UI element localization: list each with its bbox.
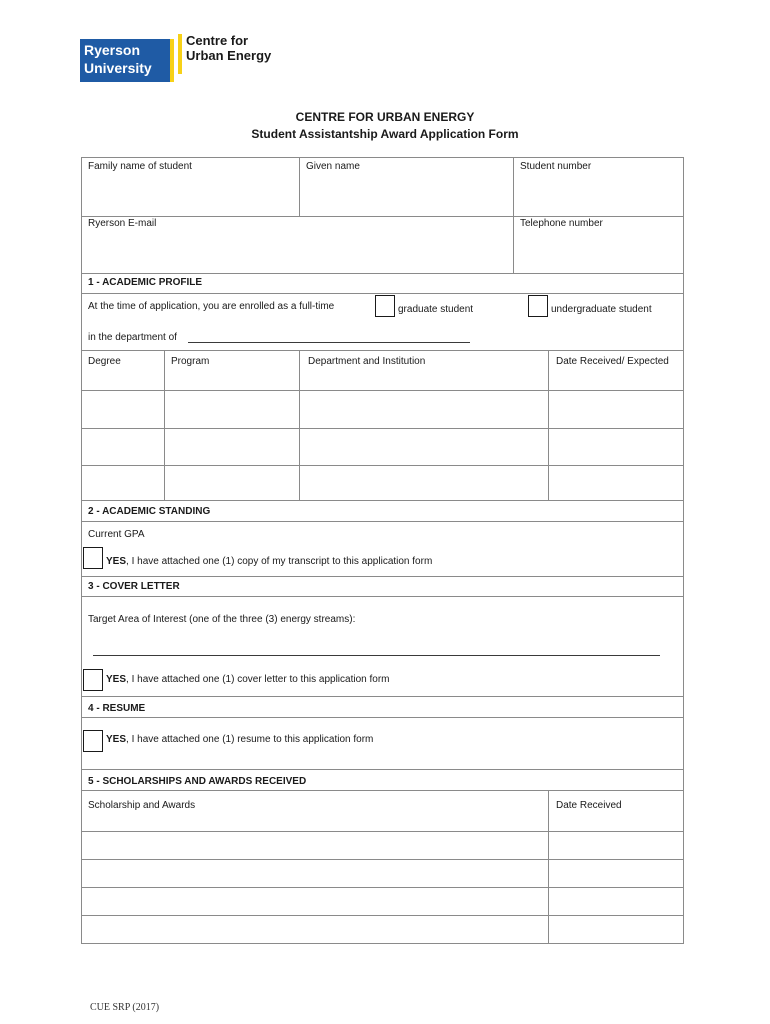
academic-profile-header: 1 - ACADEMIC PROFILE [88, 277, 203, 288]
academic-row-1-department[interactable] [300, 391, 548, 428]
logo-line-university: University [84, 60, 152, 76]
scholarship-row-3-date[interactable] [549, 888, 683, 915]
transcript-yes: YES [106, 556, 127, 567]
department-label: in the department of [88, 332, 177, 343]
col-department-institution: Department and Institution [308, 356, 426, 367]
resume-header: 4 - RESUME [88, 703, 146, 714]
gpa-field[interactable] [150, 525, 350, 543]
transcript-statement [106, 556, 432, 567]
academic-row-2-date[interactable] [549, 429, 683, 465]
centre-logo-line1: Centre for [186, 33, 249, 48]
col-date-received: Date Received/ Expected [556, 356, 669, 367]
cover-letter-text: , I have attached one (1) cover letter to this application form [126, 674, 390, 685]
centre-logo-line2: Urban Energy [186, 48, 272, 63]
scholarship-row-2-award[interactable] [82, 860, 548, 887]
footer-code: CUE SRP (2017) [90, 1002, 160, 1013]
academic-row-1-degree[interactable] [82, 391, 164, 428]
family-name-label: Family name of student [88, 161, 192, 172]
cover-letter-yes: YES [106, 674, 127, 685]
cover-letter-statement [106, 674, 390, 685]
resume-yes: YES [106, 734, 127, 745]
col-degree: Degree [88, 356, 121, 367]
student-number-field[interactable] [514, 175, 682, 215]
email-label: Ryerson E-mail [88, 218, 157, 229]
resume-statement [106, 734, 373, 745]
gpa-label: Current GPA [88, 529, 145, 540]
page-subtitle: Student Assistantship Award Application Form [251, 127, 519, 141]
academic-row-3-department[interactable] [300, 466, 548, 500]
graduate-checkbox[interactable] [375, 295, 395, 317]
department-blank[interactable] [188, 342, 470, 343]
academic-standing-header: 2 - ACADEMIC STANDING [88, 506, 211, 517]
scholarship-row-2-date[interactable] [549, 860, 683, 887]
cover-letter-checkbox[interactable] [83, 669, 103, 691]
academic-row-3-date[interactable] [549, 466, 683, 500]
scholarship-row-3-award[interactable] [82, 888, 548, 915]
academic-row-1-program[interactable] [165, 391, 299, 428]
cover-letter-header: 3 - COVER LETTER [88, 581, 180, 592]
resume-text: , I have attached one (1) resume to this application form [126, 734, 374, 745]
centre-bar [178, 34, 182, 74]
scholarship-row-1-award[interactable] [82, 832, 548, 859]
col-program: Program [171, 356, 210, 367]
target-area-label: Target Area of Interest (one of the three (3) energy streams): [88, 614, 356, 625]
telephone-label: Telephone number [520, 218, 603, 229]
logo-line-ryerson: Ryerson [84, 42, 141, 58]
transcript-checkbox[interactable] [83, 547, 103, 569]
col-scholarship-date: Date Received [556, 800, 622, 811]
academic-row-3-degree[interactable] [82, 466, 164, 500]
enrolled-text: At the time of application, you are enrolled as a full-time [88, 301, 335, 312]
family-name-field[interactable] [82, 175, 298, 215]
scholarship-row-4-date[interactable] [549, 916, 683, 943]
undergraduate-checkbox[interactable] [528, 295, 548, 317]
student-number-label: Student number [520, 161, 592, 172]
col-scholarship-awards: Scholarship and Awards [88, 800, 196, 811]
graduate-label: graduate student [398, 304, 474, 315]
telephone-field[interactable] [514, 232, 682, 272]
academic-row-3-program[interactable] [165, 466, 299, 500]
scholarships-header: 5 - SCHOLARSHIPS AND AWARDS RECEIVED [88, 776, 307, 787]
scholarship-row-1-date[interactable] [549, 832, 683, 859]
ryerson-logo [80, 39, 174, 82]
academic-row-2-program[interactable] [165, 429, 299, 465]
academic-row-1-date[interactable] [549, 391, 683, 428]
email-field[interactable] [82, 232, 512, 272]
scholarship-row-4-award[interactable] [82, 916, 548, 943]
transcript-text: , I have attached one (1) copy of my transcript to this application form [126, 556, 433, 567]
page-title: CENTRE FOR URBAN ENERGY [295, 110, 475, 124]
academic-row-2-degree[interactable] [82, 429, 164, 465]
target-area-blank[interactable] [93, 655, 660, 656]
academic-row-2-department[interactable] [300, 429, 548, 465]
undergraduate-label: undergraduate student [551, 304, 652, 315]
given-name-field[interactable] [300, 175, 512, 215]
given-name-label: Given name [306, 161, 360, 172]
resume-checkbox[interactable] [83, 730, 103, 752]
